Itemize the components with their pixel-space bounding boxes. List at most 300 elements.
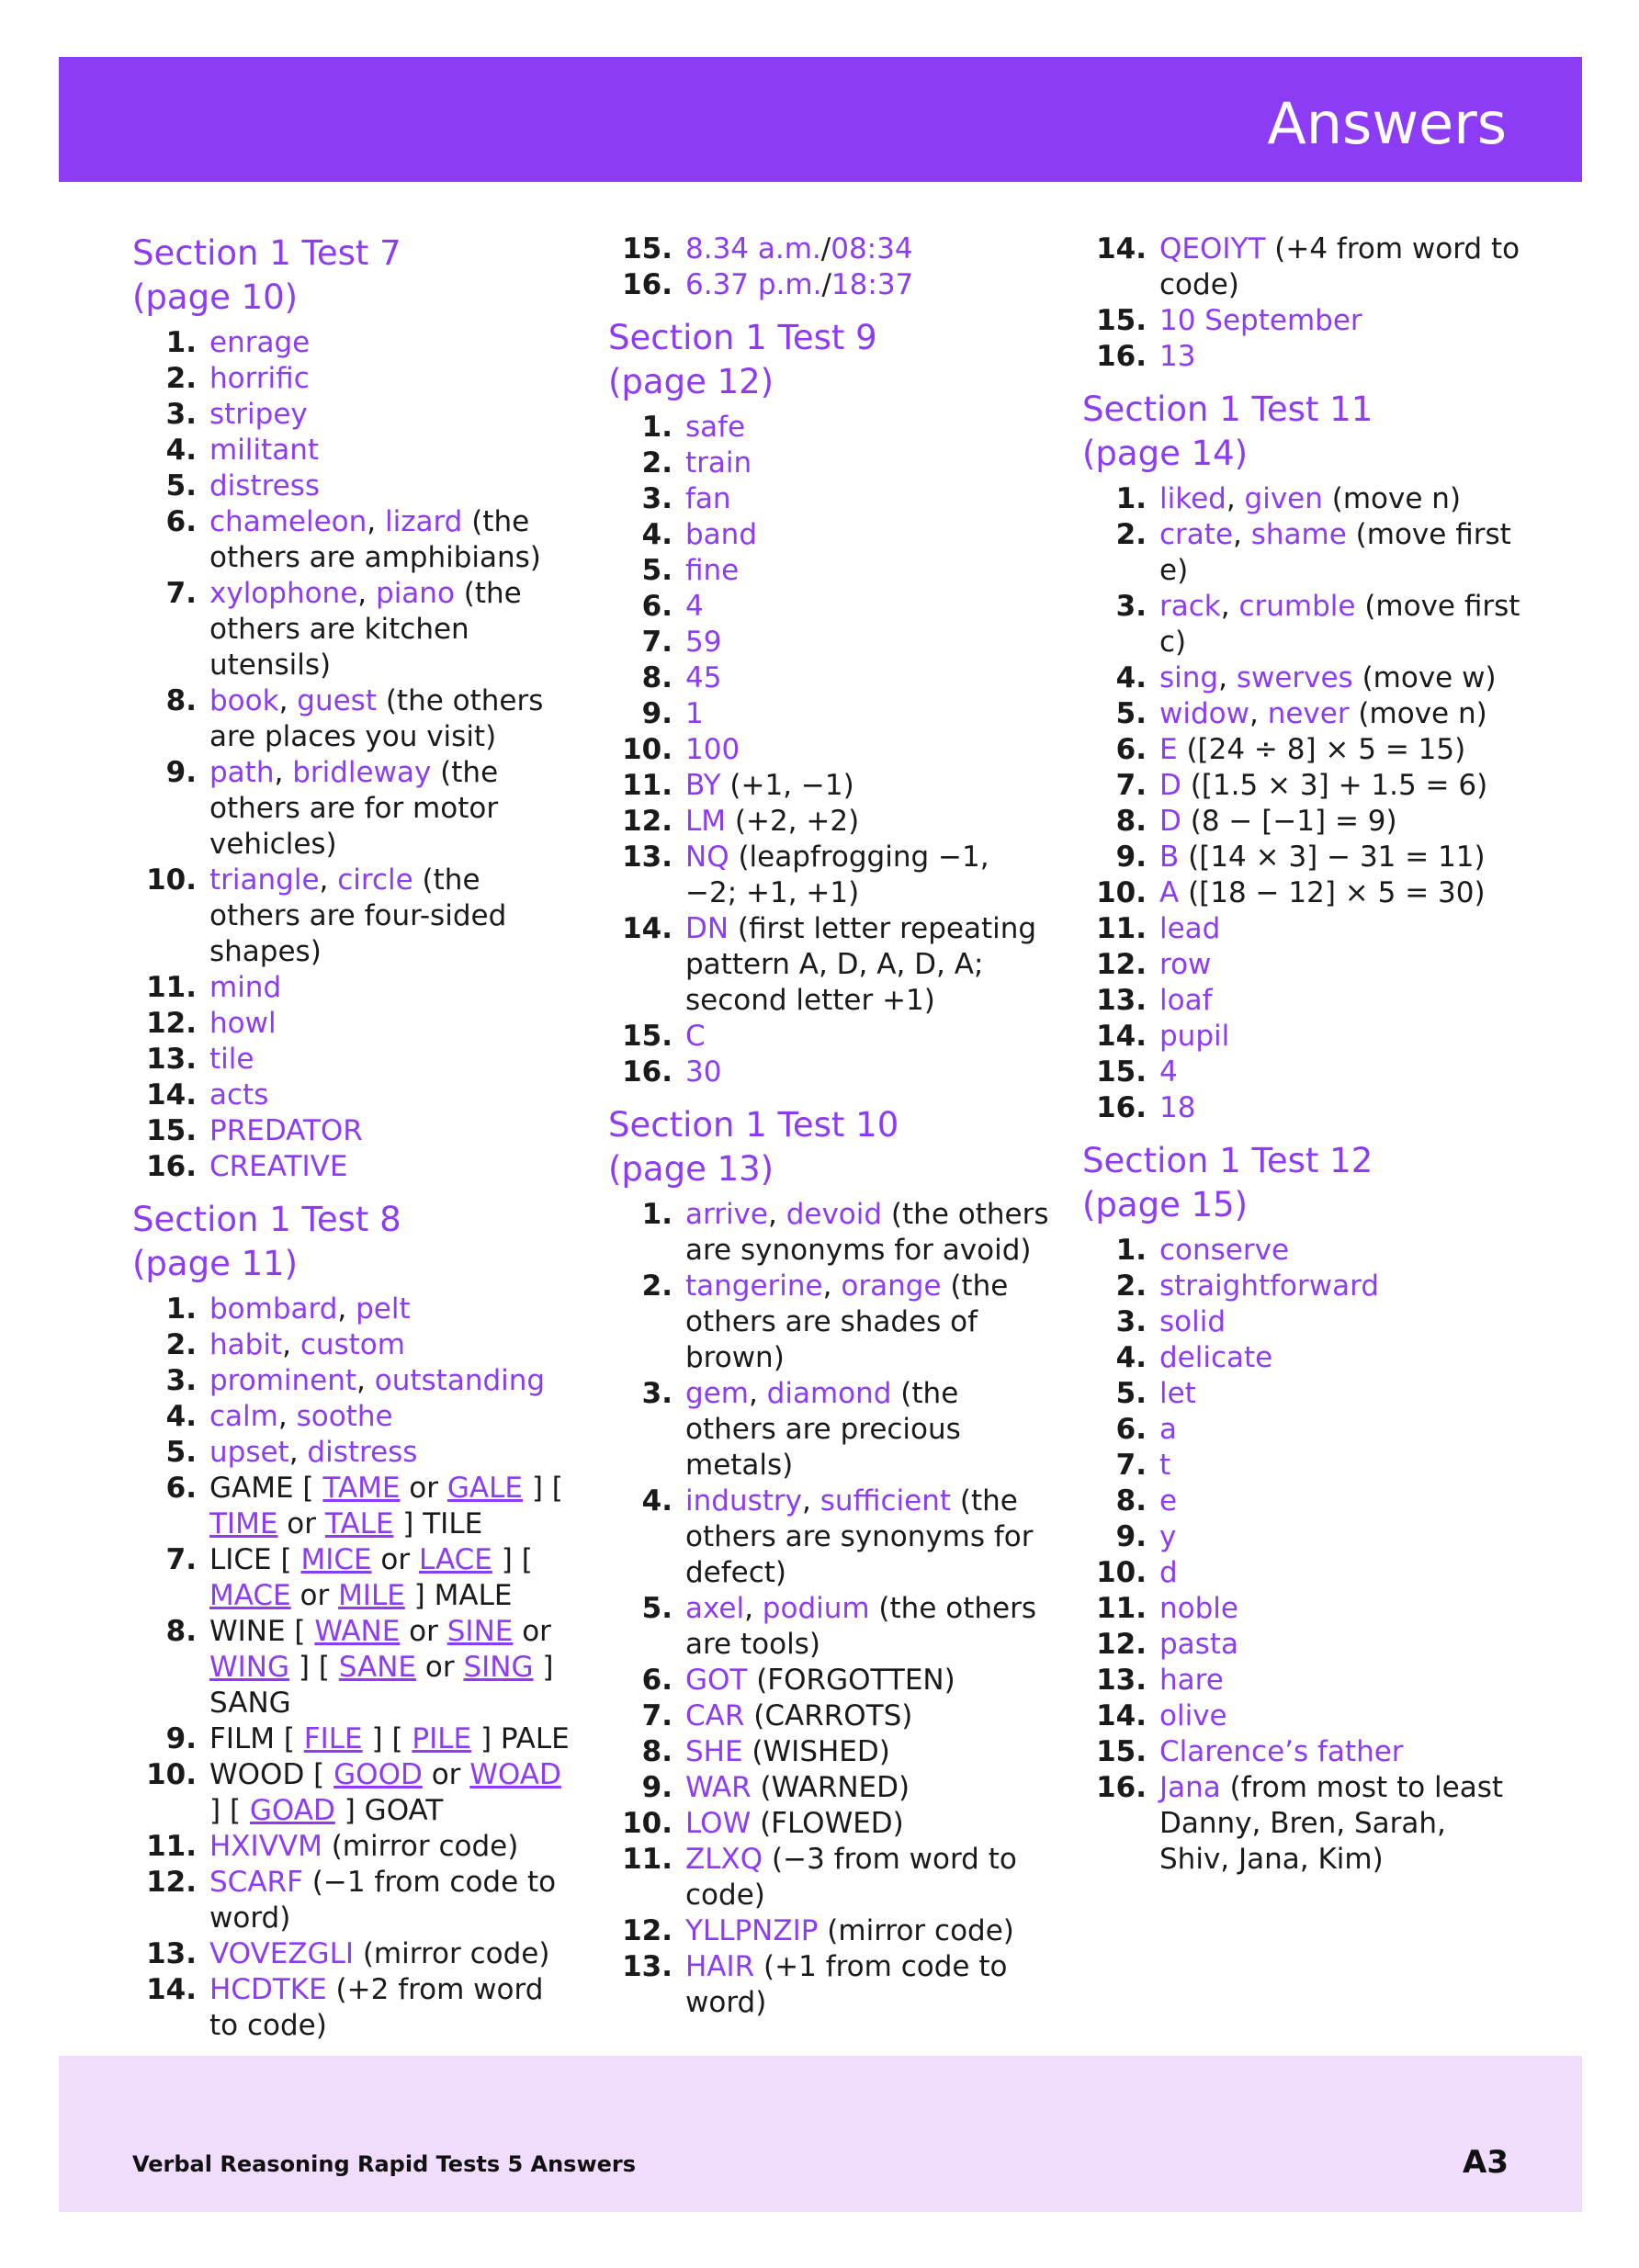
answer-number: 12. bbox=[1096, 948, 1147, 981]
answer-note: (the others are amphibians) bbox=[209, 505, 541, 574]
section-heading-line: (page 12) bbox=[608, 362, 774, 401]
answer-item bbox=[608, 231, 1049, 267]
answer-number: 1. bbox=[641, 1198, 673, 1231]
answer-item bbox=[608, 768, 1049, 804]
answer-number: 5. bbox=[641, 1592, 673, 1625]
answer-number: 11. bbox=[146, 971, 197, 1004]
answer-highlight: delicate bbox=[1159, 1341, 1273, 1374]
answer-note: , bbox=[319, 863, 338, 897]
answer-note: (the others are synonyms for defect) bbox=[685, 1484, 1034, 1589]
answer-note: or bbox=[277, 1507, 325, 1540]
answer-note: (move first e) bbox=[1159, 518, 1511, 587]
answer-number: 9. bbox=[1115, 841, 1147, 874]
answer-highlight: pupil bbox=[1159, 1020, 1230, 1053]
answer-text bbox=[209, 1006, 573, 1042]
answer-note: , bbox=[767, 1198, 786, 1231]
answer-note: ] GOAT bbox=[334, 1794, 444, 1827]
answer-number: 7. bbox=[165, 1543, 197, 1576]
answer-number: 13. bbox=[1096, 1664, 1147, 1697]
answer-number: 11. bbox=[622, 1843, 673, 1876]
answer-highlight: orange bbox=[841, 1269, 942, 1303]
answer-note: ] [ bbox=[289, 1651, 339, 1684]
answer-text bbox=[685, 517, 1049, 553]
answer-highlight: SHE bbox=[685, 1735, 743, 1768]
answer-note: , bbox=[288, 1436, 308, 1469]
answer-note: (mirror code) bbox=[322, 1830, 519, 1863]
answer-item bbox=[1082, 1412, 1523, 1448]
answer-number: 15. bbox=[1096, 304, 1147, 337]
answer-section bbox=[1082, 388, 1523, 1126]
answer-number: 2. bbox=[165, 1328, 197, 1361]
answer-highlight: 4 bbox=[1159, 1055, 1178, 1089]
answer-text bbox=[685, 840, 1049, 911]
answer-number: 6. bbox=[641, 590, 673, 623]
answer-underlined: TALE bbox=[324, 1507, 394, 1540]
answer-text bbox=[1159, 589, 1523, 660]
answer-item bbox=[608, 1806, 1049, 1842]
answer-highlight: outstanding bbox=[374, 1364, 546, 1397]
answer-text bbox=[1159, 1663, 1523, 1698]
answer-item bbox=[132, 1435, 573, 1471]
answer-text bbox=[1159, 1448, 1523, 1484]
answer-highlight: diamond bbox=[766, 1377, 892, 1410]
answer-item bbox=[1082, 1555, 1523, 1591]
answer-item bbox=[608, 840, 1049, 911]
section-heading bbox=[608, 316, 1049, 404]
answer-highlight: WAR bbox=[685, 1771, 752, 1804]
answer-highlight: custom bbox=[300, 1328, 405, 1361]
answer-note: or bbox=[416, 1651, 464, 1684]
answer-note: , bbox=[337, 1292, 356, 1326]
answer-number: 2. bbox=[641, 446, 673, 480]
answer-highlight: industry bbox=[685, 1484, 802, 1518]
answer-highlight: band bbox=[685, 518, 757, 551]
section-heading bbox=[1082, 1139, 1523, 1227]
answer-note: (FLOWED) bbox=[751, 1807, 904, 1840]
answer-number: 8. bbox=[1115, 805, 1147, 838]
answer-number: 9. bbox=[165, 1722, 197, 1755]
answer-number: 13. bbox=[1096, 984, 1147, 1017]
section-heading bbox=[132, 1198, 573, 1286]
answer-number: 3. bbox=[641, 1377, 673, 1410]
answer-item bbox=[1082, 732, 1523, 768]
answer-number: 2. bbox=[165, 362, 197, 395]
answer-note: ] [ bbox=[492, 1543, 533, 1576]
answer-item bbox=[608, 1842, 1049, 1913]
answer-item bbox=[1082, 840, 1523, 875]
answer-note: (−1 from code to word) bbox=[209, 1866, 557, 1935]
answer-item bbox=[608, 1019, 1049, 1055]
answer-item bbox=[1082, 1055, 1523, 1090]
answer-text bbox=[1159, 1698, 1523, 1734]
answer-number: 11. bbox=[1096, 912, 1147, 945]
answer-number: 5. bbox=[1115, 1377, 1147, 1410]
answer-highlight: sufficient bbox=[820, 1484, 952, 1518]
answer-note: (move n) bbox=[1322, 482, 1462, 515]
answer-number: 16. bbox=[146, 1150, 197, 1183]
answer-text bbox=[1159, 1340, 1523, 1376]
answer-item bbox=[608, 1591, 1049, 1663]
answer-note: ] [ bbox=[522, 1472, 563, 1505]
answer-item bbox=[608, 1663, 1049, 1698]
answer-item bbox=[608, 481, 1049, 517]
answer-note: (move w) bbox=[1352, 661, 1497, 694]
answer-item bbox=[1082, 1663, 1523, 1698]
answer-note: LICE [ bbox=[209, 1543, 301, 1576]
answer-text bbox=[1159, 732, 1523, 768]
answer-note: (−3 from word to code) bbox=[685, 1843, 1017, 1912]
answer-note: (CARROTS) bbox=[744, 1699, 913, 1732]
answer-number: 13. bbox=[146, 1937, 197, 1970]
answer-note: , bbox=[274, 756, 293, 789]
answer-item bbox=[132, 1078, 573, 1113]
answer-note: (WISHED) bbox=[742, 1735, 890, 1768]
answer-text bbox=[209, 433, 573, 468]
section-heading-line: Section 1 Test 8 bbox=[132, 1200, 401, 1239]
answer-highlight: prominent bbox=[209, 1364, 357, 1397]
answer-item bbox=[608, 1484, 1049, 1591]
answer-item bbox=[608, 267, 1049, 303]
answer-highlight: ZLXQ bbox=[685, 1843, 763, 1876]
answer-item bbox=[1082, 947, 1523, 983]
answer-section bbox=[1082, 1139, 1523, 1878]
answer-item bbox=[132, 468, 573, 504]
answer-highlight: gem bbox=[685, 1377, 749, 1410]
answer-number: 1. bbox=[165, 1292, 197, 1326]
answer-text bbox=[209, 1327, 573, 1363]
answer-highlight: 4 bbox=[685, 590, 704, 623]
answer-note: ([14 × 3] − 31 = 11) bbox=[1179, 841, 1486, 874]
answer-highlight: QEOIYT bbox=[1159, 232, 1266, 265]
answer-note: , bbox=[1226, 482, 1245, 515]
answer-highlight: let bbox=[1159, 1377, 1196, 1410]
answer-note: ] [ bbox=[362, 1722, 413, 1755]
answer-note: / bbox=[821, 268, 831, 301]
answer-text bbox=[209, 1972, 573, 2044]
answer-note: or bbox=[513, 1615, 551, 1648]
answer-item bbox=[1082, 875, 1523, 911]
answer-note: (FORGOTTEN) bbox=[747, 1664, 955, 1697]
answer-number: 7. bbox=[1115, 1449, 1147, 1482]
answer-item bbox=[132, 1721, 573, 1757]
answer-highlight: LOW bbox=[685, 1807, 752, 1840]
answer-text bbox=[685, 1055, 1049, 1090]
answer-text bbox=[1159, 1376, 1523, 1412]
answer-number: 6. bbox=[165, 1472, 197, 1505]
answer-note: , bbox=[282, 1328, 300, 1361]
answer-number: 10. bbox=[622, 733, 673, 766]
answer-note: (8 − [−1] = 9) bbox=[1181, 805, 1397, 838]
answer-text bbox=[685, 1842, 1049, 1913]
answer-note: (the others are places you visit) bbox=[209, 684, 544, 753]
answer-item bbox=[132, 683, 573, 755]
answer-highlight: a bbox=[1159, 1413, 1177, 1446]
answer-section bbox=[132, 231, 573, 1185]
answer-number: 14. bbox=[622, 912, 673, 945]
answer-item bbox=[132, 361, 573, 397]
answer-number: 16. bbox=[1096, 1771, 1147, 1804]
answer-underlined: SINE bbox=[446, 1615, 514, 1648]
answer-text bbox=[209, 683, 573, 755]
answer-text bbox=[1159, 875, 1523, 911]
answer-note: (move first c) bbox=[1159, 590, 1520, 659]
answer-text bbox=[1159, 1770, 1523, 1878]
answer-text bbox=[209, 1149, 573, 1185]
answer-highlight: pelt bbox=[356, 1292, 411, 1326]
answer-note: (WARNED) bbox=[751, 1771, 910, 1804]
answer-text bbox=[1159, 1304, 1523, 1340]
answer-item bbox=[132, 1292, 573, 1327]
answer-highlight: safe bbox=[685, 411, 746, 444]
answer-item bbox=[1082, 1484, 1523, 1519]
answer-note: (+4 from word to code) bbox=[1159, 232, 1520, 301]
answer-note: GAME [ bbox=[209, 1472, 323, 1505]
answer-highlight: swerves bbox=[1236, 661, 1353, 694]
answer-text bbox=[685, 1269, 1049, 1376]
answer-highlight: BY bbox=[685, 769, 721, 802]
answer-highlight: straightforward bbox=[1159, 1269, 1379, 1303]
footer-band bbox=[59, 2056, 1582, 2212]
answer-item bbox=[132, 1542, 573, 1614]
answer-item bbox=[132, 1936, 573, 1972]
answer-highlight: piano bbox=[376, 577, 455, 610]
answer-text bbox=[685, 481, 1049, 517]
answer-number: 12. bbox=[622, 1914, 673, 1947]
answer-item bbox=[608, 410, 1049, 446]
answer-highlight: 10 September bbox=[1159, 304, 1362, 337]
answer-underlined: GOAD bbox=[249, 1794, 335, 1827]
answer-note: / bbox=[820, 232, 831, 265]
answer-item bbox=[132, 1363, 573, 1399]
answer-highlight: 18 bbox=[1159, 1091, 1196, 1124]
section-heading-line: (page 14) bbox=[1082, 434, 1249, 473]
answer-highlight: SCARF bbox=[209, 1866, 303, 1899]
answer-number: 3. bbox=[1115, 590, 1147, 623]
answer-text bbox=[685, 589, 1049, 625]
answer-note: (the others are shades of brown) bbox=[685, 1269, 1009, 1374]
answer-item bbox=[608, 1269, 1049, 1376]
answer-highlight: noble bbox=[1159, 1592, 1238, 1625]
answer-note: , bbox=[822, 1269, 842, 1303]
answer-item bbox=[1082, 1233, 1523, 1269]
answer-item bbox=[132, 325, 573, 361]
answer-note: ] SANG bbox=[209, 1651, 554, 1720]
answer-highlight: A bbox=[1159, 876, 1180, 909]
section-heading-line: (page 11) bbox=[132, 1244, 299, 1283]
answer-number: 11. bbox=[1096, 1592, 1147, 1625]
answer-item bbox=[608, 625, 1049, 660]
answer-text bbox=[1159, 231, 1523, 303]
answer-number: 12. bbox=[146, 1007, 197, 1040]
answer-text bbox=[209, 1399, 573, 1435]
answer-item bbox=[1082, 1269, 1523, 1304]
answer-highlight: tangerine bbox=[685, 1269, 823, 1303]
answer-note: ([1.5 × 3] + 1.5 = 6) bbox=[1181, 769, 1488, 802]
answer-note: (+1, −1) bbox=[720, 769, 854, 802]
answer-item bbox=[132, 1972, 573, 2044]
answer-highlight: Clarence’s father bbox=[1159, 1735, 1404, 1768]
answer-highlight: bombard bbox=[209, 1292, 338, 1326]
answer-number: 4. bbox=[165, 434, 197, 467]
answer-section bbox=[1082, 231, 1523, 375]
answer-text bbox=[685, 1949, 1049, 2021]
answer-text bbox=[685, 1663, 1049, 1698]
answer-number: 10. bbox=[146, 863, 197, 897]
answer-highlight: crate bbox=[1159, 518, 1234, 551]
answer-number: 1. bbox=[1115, 1234, 1147, 1267]
answer-note: ] PALE bbox=[471, 1722, 570, 1755]
answer-item bbox=[132, 1757, 573, 1829]
answer-note: , bbox=[748, 1377, 767, 1410]
answer-item bbox=[132, 397, 573, 433]
answer-item bbox=[1082, 481, 1523, 517]
answer-highlight: distress bbox=[307, 1436, 418, 1469]
answer-number: 3. bbox=[1115, 1305, 1147, 1338]
answer-item bbox=[608, 1698, 1049, 1734]
answer-text bbox=[685, 1913, 1049, 1949]
answer-item bbox=[132, 1006, 573, 1042]
answer-item bbox=[1082, 303, 1523, 339]
answer-highlight: acts bbox=[209, 1078, 269, 1111]
answer-highlight: 8.34 a.m. bbox=[685, 232, 821, 265]
answer-highlight: podium bbox=[762, 1592, 870, 1625]
answer-number: 13. bbox=[146, 1043, 197, 1076]
answer-highlight: d bbox=[1159, 1556, 1178, 1589]
answer-number: 5. bbox=[165, 469, 197, 502]
answer-number: 13. bbox=[622, 1950, 673, 1983]
answer-highlight: 100 bbox=[685, 733, 740, 766]
answer-text bbox=[1159, 517, 1523, 589]
answer-item bbox=[132, 1829, 573, 1865]
answer-number: 11. bbox=[146, 1830, 197, 1863]
answer-number: 3. bbox=[641, 482, 673, 515]
answer-text bbox=[209, 1721, 573, 1757]
answer-text bbox=[685, 1019, 1049, 1055]
answer-highlight: 30 bbox=[685, 1055, 722, 1089]
answer-number: 11. bbox=[622, 769, 673, 802]
answer-note: , bbox=[1218, 661, 1237, 694]
answer-highlight: book bbox=[209, 684, 279, 717]
answer-highlight: E bbox=[1159, 733, 1178, 766]
answer-note: , bbox=[1249, 697, 1268, 730]
answer-item bbox=[608, 1949, 1049, 2021]
answer-item bbox=[608, 589, 1049, 625]
answer-highlight: lead bbox=[1159, 912, 1221, 945]
answer-section bbox=[608, 231, 1049, 303]
answer-note: or bbox=[371, 1543, 419, 1576]
answer-highlight: 1 bbox=[685, 697, 704, 730]
answer-note: ] [ bbox=[209, 1794, 250, 1827]
answer-underlined: WANE bbox=[314, 1615, 401, 1648]
answer-text bbox=[1159, 1269, 1523, 1304]
answer-highlight: LM bbox=[685, 805, 727, 838]
answer-number: 14. bbox=[1096, 1020, 1147, 1053]
answer-item bbox=[608, 1197, 1049, 1269]
answer-number: 8. bbox=[641, 661, 673, 694]
answer-text bbox=[685, 1197, 1049, 1269]
answer-highlight: DN bbox=[685, 912, 729, 945]
answer-highlight: given bbox=[1244, 482, 1323, 515]
answer-text bbox=[685, 231, 1049, 267]
answer-highlight: PREDATOR bbox=[209, 1114, 363, 1147]
answer-highlight: HAIR bbox=[685, 1950, 755, 1983]
answer-text bbox=[1159, 1412, 1523, 1448]
answer-text bbox=[209, 397, 573, 433]
answer-number: 2. bbox=[1115, 518, 1147, 551]
answer-item bbox=[132, 970, 573, 1006]
answer-number: 6. bbox=[1115, 1413, 1147, 1446]
answer-text bbox=[209, 361, 573, 397]
answer-highlight: liked bbox=[1159, 482, 1226, 515]
answer-item bbox=[132, 433, 573, 468]
answer-text bbox=[1159, 1555, 1523, 1591]
answer-number: 4. bbox=[641, 1484, 673, 1518]
answer-highlight: path bbox=[209, 756, 275, 789]
answer-text bbox=[1159, 804, 1523, 840]
answer-underlined: TIME bbox=[209, 1507, 278, 1540]
answer-item bbox=[132, 1149, 573, 1185]
answer-underlined: MICE bbox=[300, 1543, 372, 1576]
answer-item bbox=[1082, 1019, 1523, 1055]
answer-note: (the others are synonyms for avoid) bbox=[685, 1198, 1049, 1267]
answer-number: 14. bbox=[146, 1078, 197, 1111]
answer-item bbox=[132, 1865, 573, 1936]
answer-highlight: crumble bbox=[1238, 590, 1356, 623]
answer-highlight: Jana bbox=[1159, 1771, 1221, 1804]
section-heading-line: Section 1 Test 9 bbox=[608, 318, 877, 357]
answer-text bbox=[209, 1865, 573, 1936]
answer-number: 9. bbox=[165, 756, 197, 789]
answer-note: (move n) bbox=[1349, 697, 1487, 730]
answer-number: 6. bbox=[641, 1664, 673, 1697]
answer-highlight: 45 bbox=[685, 661, 722, 694]
answer-note: , bbox=[277, 1400, 297, 1433]
answer-underlined: MILE bbox=[338, 1579, 405, 1612]
answer-note: , bbox=[1233, 518, 1251, 551]
answer-number: 10. bbox=[146, 1758, 197, 1791]
answer-number: 5. bbox=[165, 1436, 197, 1469]
answer-section bbox=[608, 316, 1049, 1090]
answer-note: ] TILE bbox=[393, 1507, 483, 1540]
answer-highlight: distress bbox=[209, 469, 321, 502]
answer-text bbox=[209, 576, 573, 683]
answer-text bbox=[1159, 660, 1523, 696]
answer-note: (mirror code) bbox=[353, 1937, 550, 1970]
answer-note: , bbox=[801, 1484, 820, 1518]
answer-item bbox=[608, 911, 1049, 1019]
answer-text bbox=[1159, 1233, 1523, 1269]
answer-item bbox=[1082, 1591, 1523, 1627]
answer-highlight: never bbox=[1267, 697, 1350, 730]
answer-highlight: axel bbox=[685, 1592, 745, 1625]
answers-column-2 bbox=[608, 231, 1049, 2034]
answer-text bbox=[685, 446, 1049, 481]
answer-item bbox=[1082, 804, 1523, 840]
answer-text bbox=[209, 1042, 573, 1078]
answer-highlight: habit bbox=[209, 1328, 283, 1361]
answer-item bbox=[132, 576, 573, 683]
answer-highlight: train bbox=[685, 446, 752, 480]
answer-note: (the others are four-sided shapes) bbox=[209, 863, 507, 968]
answer-text bbox=[209, 468, 573, 504]
answer-text bbox=[685, 911, 1049, 1019]
section-heading bbox=[132, 231, 573, 320]
answer-text bbox=[685, 1484, 1049, 1591]
answer-item bbox=[1082, 1376, 1523, 1412]
answer-item bbox=[1082, 1770, 1523, 1878]
answer-number: 16. bbox=[1096, 340, 1147, 373]
section-heading bbox=[1082, 388, 1523, 476]
